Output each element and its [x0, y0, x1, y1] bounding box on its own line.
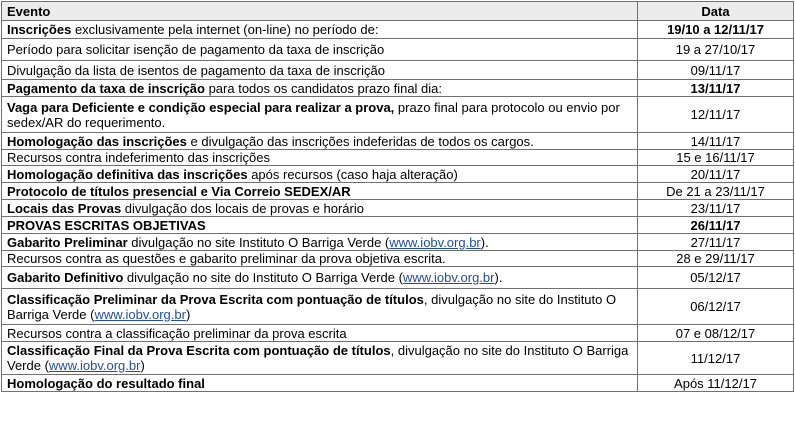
event-cell	[2, 150, 638, 166]
event-cell	[2, 234, 638, 251]
table-row	[2, 133, 794, 150]
event-cell	[2, 166, 638, 183]
event-bold-text: Protocolo de títulos presencial e Via Correio SEDEX/AR	[7, 183, 351, 199]
event-cell	[2, 183, 638, 200]
event-bold-text: Locais das Provas	[7, 200, 122, 216]
event-text: Período para solicitar isenção de pagamento da taxa de inscrição	[7, 42, 385, 57]
table-row	[2, 375, 794, 392]
event-text: exclusivamente pela internet (on-line) no período de:	[71, 22, 379, 37]
table-row	[2, 267, 794, 289]
event-bold-text: Classificação Preliminar da Prova Escrita com pontuação de títulos	[7, 291, 424, 307]
event-text: divulgação no site do Instituto O Barriga Verde (	[123, 270, 403, 285]
event-cell	[2, 21, 638, 39]
iobv-link[interactable]: www.iobv.org.br	[94, 306, 186, 322]
event-cell	[2, 61, 638, 80]
event-bold-text: Pagamento da taxa de inscrição	[7, 80, 205, 96]
event-text: Divulgação da lista de isentos de pagamento da taxa de inscrição	[7, 62, 385, 78]
event-text: divulgação dos locais de provas e horário	[121, 200, 364, 216]
table-row	[2, 183, 794, 200]
iobv-link[interactable]: www.iobv.org.br	[402, 270, 495, 285]
event-text-end: ).	[480, 234, 489, 250]
date-cell: De 21 a 23/11/17	[638, 183, 794, 200]
date-cell: 14/11/17	[638, 133, 794, 150]
event-bold-text: Gabarito Preliminar	[7, 234, 128, 250]
date-cell: 23/11/17	[638, 200, 794, 217]
date-cell: 05/12/17	[638, 267, 794, 289]
table-row	[2, 61, 794, 80]
date-cell: Após 11/12/17	[638, 375, 794, 392]
table-row	[2, 217, 794, 234]
table-row	[2, 97, 794, 133]
column-header-data: Data	[638, 2, 794, 21]
event-bold-text: Vaga para Deficiente e condição especial para realizar a prova,	[7, 99, 395, 115]
event-text-end: )	[185, 306, 191, 322]
date-cell: 27/11/17	[638, 234, 794, 251]
event-text-end: ).	[494, 270, 503, 285]
table-row	[2, 166, 794, 183]
event-cell	[2, 133, 638, 150]
date-cell: 26/11/17	[638, 217, 794, 234]
event-text-end: )	[140, 358, 145, 373]
event-text: e divulgação das inscrições indeferidas de todos os cargos.	[186, 133, 534, 149]
event-cell	[2, 267, 638, 289]
event-cell	[2, 217, 638, 234]
table-row	[2, 39, 794, 61]
event-text: prazo final para protocolo ou envio por sedex/AR do requerimento.	[7, 99, 620, 130]
event-text: , divulgação no site do Instituto O Barriga Verde (	[7, 343, 629, 373]
date-cell: 19 a 27/10/17	[638, 39, 794, 61]
table-row	[2, 342, 794, 375]
event-text: Recursos contra a classificação preliminar da prova escrita	[7, 325, 347, 341]
column-header-evento: Evento	[2, 2, 638, 21]
table-row	[2, 80, 794, 97]
iobv-link[interactable]: www.iobv.org.br	[48, 358, 141, 373]
table-row	[2, 200, 794, 217]
event-bold-text: Gabarito Definitivo	[7, 270, 124, 285]
event-cell	[2, 342, 638, 375]
event-cell	[2, 289, 638, 325]
event-bold-text: Homologação do resultado final	[7, 375, 205, 391]
event-cell	[2, 80, 638, 97]
date-cell: 09/11/17	[638, 61, 794, 80]
event-text: divulgação no site Instituto O Barriga Verde (	[127, 234, 390, 250]
date-cell: 19/10 a 12/11/17	[638, 21, 794, 39]
event-cell	[2, 251, 638, 267]
event-bold-text: Classificação Final da Prova Escrita com pontuação de títulos	[7, 343, 391, 358]
event-bold-text: PROVAS ESCRITAS OBJETIVAS	[7, 217, 206, 233]
date-cell: 20/11/17	[638, 166, 794, 183]
event-bold-text: Inscrições	[7, 22, 72, 37]
table-row	[2, 289, 794, 325]
event-bold-text: Homologação das inscrições	[7, 133, 187, 149]
schedule-table	[1, 1, 794, 392]
table-header-row	[2, 2, 794, 21]
event-cell	[2, 375, 638, 392]
event-bold-text: Homologação definitiva das inscrições	[7, 166, 248, 182]
event-text: Recursos contra indeferimento das inscrições	[7, 150, 271, 165]
event-cell	[2, 39, 638, 61]
table-row	[2, 325, 794, 342]
date-cell: 12/11/17	[638, 97, 794, 133]
event-text: , divulgação no site do Instituto O Barriga Verde (	[7, 291, 617, 322]
table-row	[2, 234, 794, 251]
date-cell: 15 e 16/11/17	[638, 150, 794, 166]
event-cell	[2, 325, 638, 342]
iobv-link[interactable]: www.iobv.org.br	[389, 234, 481, 250]
date-cell: 07 e 08/12/17	[638, 325, 794, 342]
table-row	[2, 150, 794, 166]
event-text: Recursos contra as questões e gabarito preliminar da prova objetiva escrita.	[7, 251, 446, 266]
event-cell	[2, 200, 638, 217]
date-cell: 13/11/17	[638, 80, 794, 97]
date-cell: 06/12/17	[638, 289, 794, 325]
event-cell	[2, 97, 638, 133]
table-row	[2, 251, 794, 267]
event-text: para todos os candidatos prazo final dia:	[204, 80, 443, 96]
table-row	[2, 21, 794, 39]
date-cell: 11/12/17	[638, 342, 794, 375]
date-cell: 28 e 29/11/17	[638, 251, 794, 267]
event-text: após recursos (caso haja alteração)	[247, 166, 458, 182]
